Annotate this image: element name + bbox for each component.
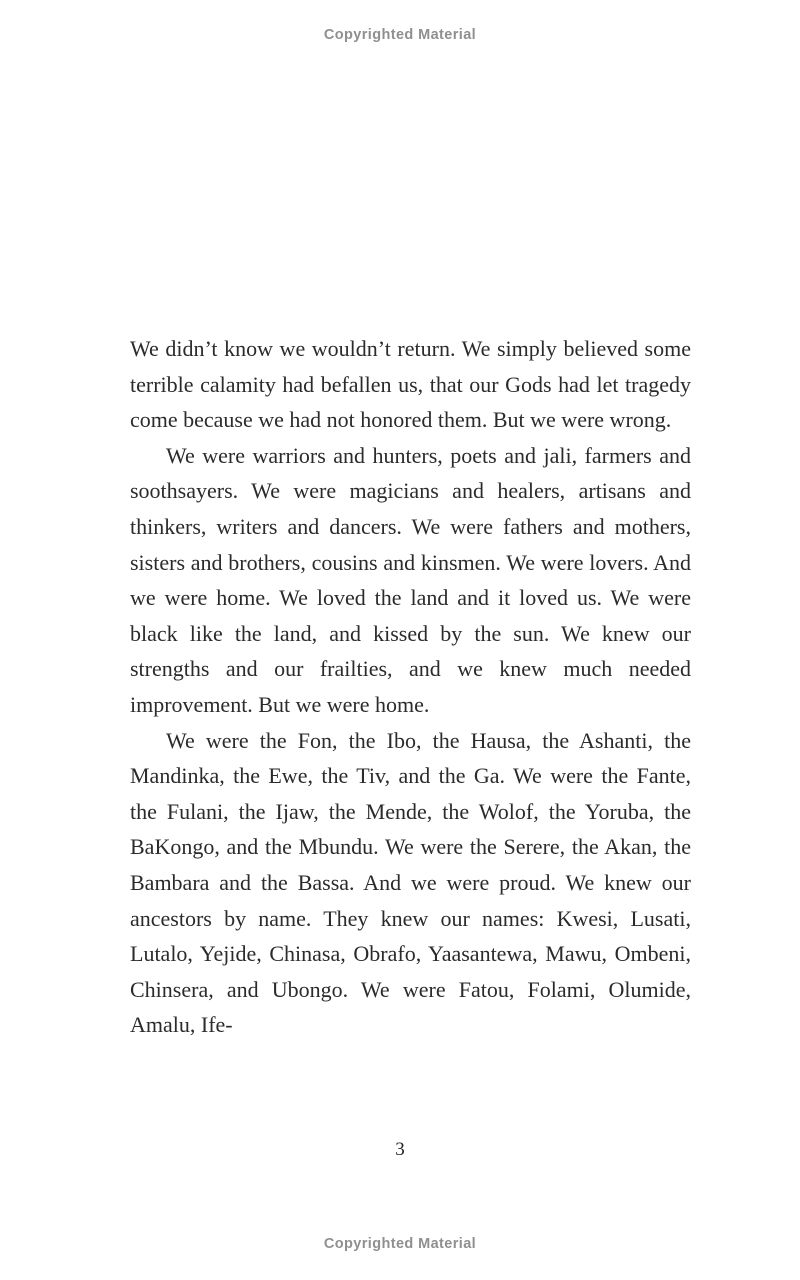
copyright-notice-top: Copyrighted Material [323, 27, 477, 43]
paragraph: We didn’t know we wouldn’t return. We simply believed some terrible calamity had befallen us, that our Gods had let tragedy come because we had not honored them. But we were wrong. [130, 336, 691, 433]
page-number: 3 [395, 1139, 405, 1160]
copyright-notice-bottom: Copyrighted Material [323, 1236, 477, 1252]
body-text [130, 331, 691, 1043]
paragraph: We were the Fon, the Ibo, the Hausa, the Ashanti, the Mandinka, the Ewe, the Tiv, and the Ga. We were the Fante, the Fulani, the Ijaw, the Mende, the Wolof, the Yoruba, the BaKongo, and the Mbundu. We were the Serere, the Akan, the Bambara and the Bassa. And we were proud. We knew our ancestors by name. They knew our names: Kwesi, Lusati, Lutalo, Yejide, Chinasa, Obrafo, Yaasantewa, Mawu, Ombeni, Chinsera, and Ubongo. We were Fatou, Folami, Olumide, Amalu, Ife- [130, 727, 691, 1038]
paragraph: We were warriors and hunters, poets and jali, farmers and soothsayers. We were magicians and healers, artisans and thinkers, writers and dancers. We were fathers and mothers, sisters and brothers, cousins and kinsmen. We were lovers. And we were home. We loved the land and it loved us. We were black like the land, and kissed by the sun. We knew our strengths and our frailties, and we knew much needed improvement. But we were home. [130, 442, 691, 717]
